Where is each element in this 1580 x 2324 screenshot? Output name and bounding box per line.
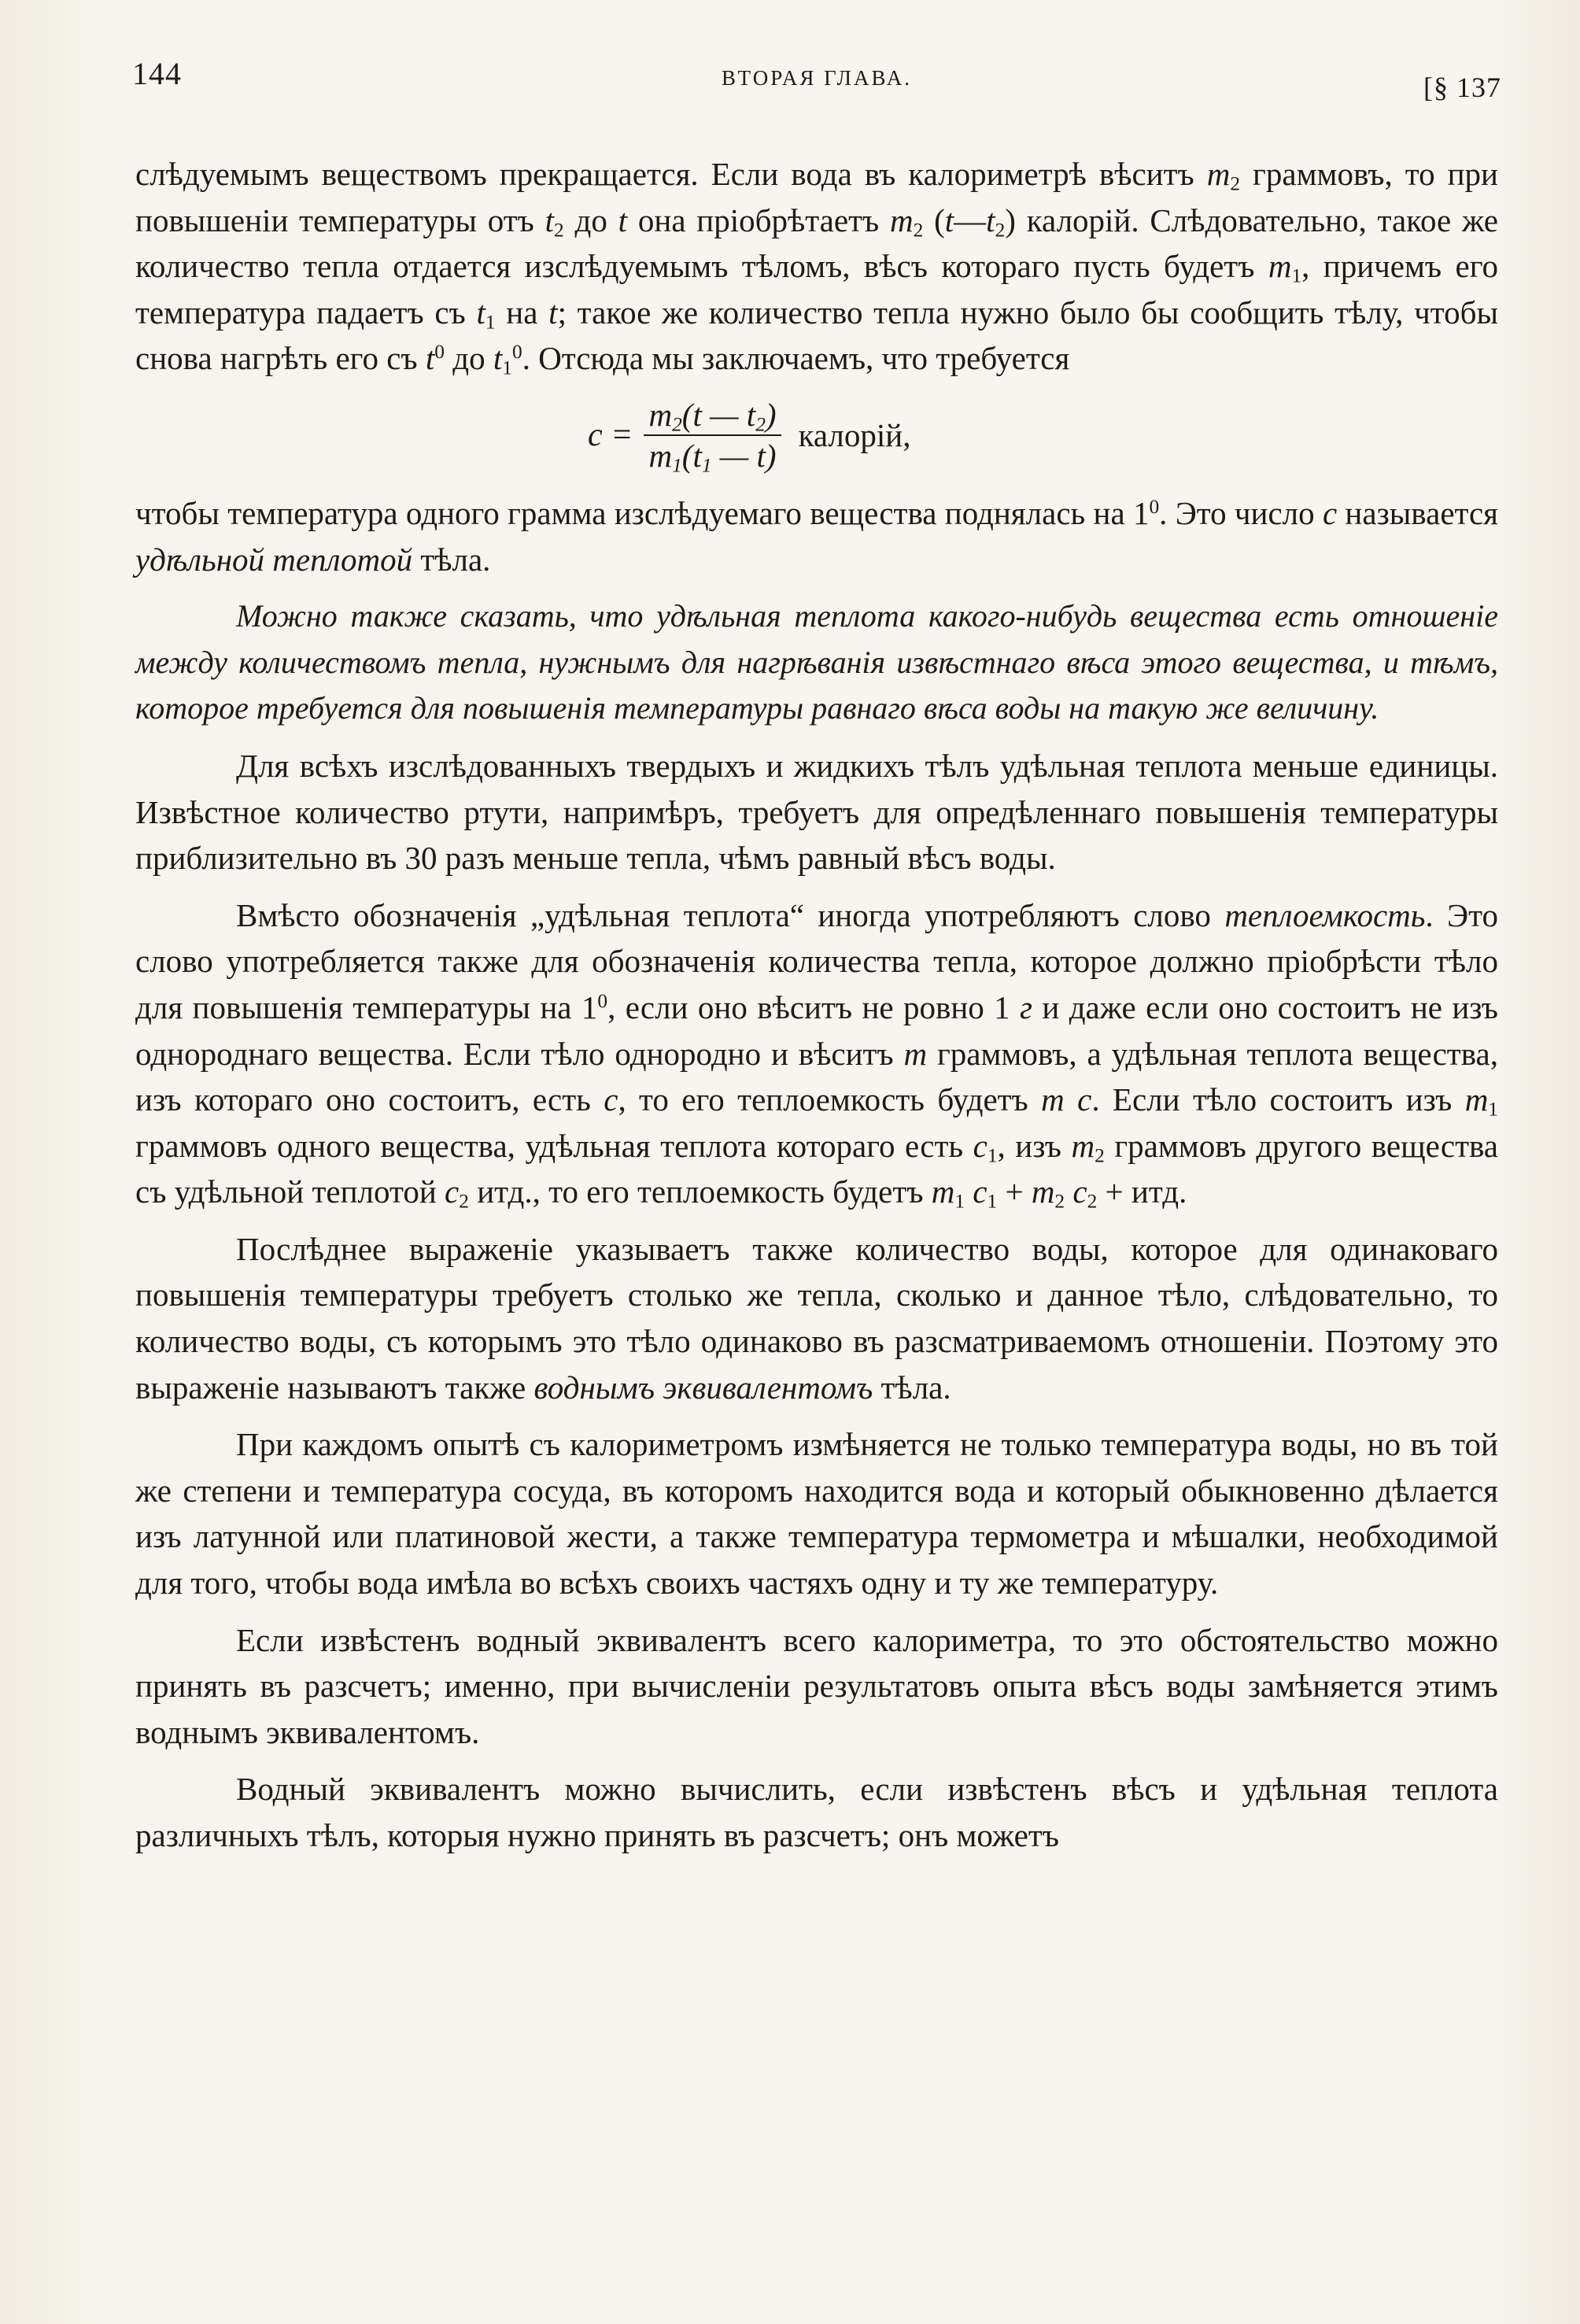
page-number: 144 <box>132 56 182 91</box>
formula-numerator: $m_2(t$ — $t_2$) <box>648 396 777 436</box>
section-reference: [§ 137 <box>1423 72 1501 103</box>
paragraph-calorimeter-heat: слѣдуемымъ веществомъ прекращается. Если вода въ калориметрѣ вѣситъ $m_2$ граммовъ, то при повышеніи температуры отъ $t_2$ до t она пріобрѣтаетъ $m_2$ $(t—t_2)$ калорій. Слѣдовательно, такое же количество тепла отдается изслѣдуемымъ тѣломъ, вѣсъ котораго пусть будетъ $m_1$, причемъ его температура падаетъ съ $t_1$ на t; такое же количество тепла нужно было бы сообщить тѣлу, чтобы снова нагрѣть его съ $t^0$ до $t_1^0$. Отсюда мы заключаемъ, что требуется <box>135 156 1499 379</box>
paragraph-vessel-temperature: При каждомъ опытѣ съ калориметромъ измѣняется не только температура воды, но въ той же степени и температура сосуда, въ которомъ находится вода и который обыкновенно дѣлается изъ латунной или платиновой жести, а также температура термометра и мѣшалки, необходимой для того, чтобы вода имѣла во всѣхъ своихъ частяхъ одну и ту же температуру. <box>135 1426 1498 1602</box>
body-text <box>135 151 1498 1870</box>
chapter-title: ВТОРАЯ ГЛАВА. <box>721 66 913 90</box>
paragraph-less-than-unity: Для всѣхъ изслѣдованныхъ твердыхъ и жидкихъ тѣлъ удѣльная теплота меньше единицы. Извѣстное количество ртути, напримѣръ, требуетъ для опредѣленнаго повышенія температуры приблизительно въ 30 разъ меньше тепла, чѣмъ равный вѣсъ воды. <box>135 747 1498 877</box>
formula-fraction <box>644 395 781 475</box>
formula-denominator: $m_1(t_1$ — t) <box>644 434 781 475</box>
term-water-equivalent: воднымъ эквивалентомъ <box>533 1369 873 1406</box>
term-specific-heat: удѣльной теплотой <box>135 541 413 578</box>
paragraph-water-equivalent: Послѣднее выраженіе указываетъ также количество воды, которое для одинаковаго повышенія температуры требуетъ столько же тепла, сколько и данное тѣло, слѣдовательно, то количество воды, съ которымъ это тѣло одинаково въ разсматриваемомъ отношеніи. Поэтому это выраженіе называютъ также воднымъ эквивалентомъ тѣла. <box>135 1230 1498 1406</box>
term-heat-capacity: теплоемкость <box>1224 896 1426 933</box>
paragraph-compute-equivalent: Водный эквивалентъ можно вычислить, если извѣстенъ вѣсъ и удѣльная теплота различныхъ тѣлъ, которыя нужно принять въ разсчетъ; онъ можетъ <box>135 1771 1498 1853</box>
specific-heat-formula <box>135 391 1498 479</box>
paragraph-calorimeter-equivalent: Если извѣстенъ водный эквивалентъ всего калориметра, то это обстоятельство можно принять въ разсчетъ; именно, при вычисленіи результатовъ опыта вѣсъ воды замѣняется этимъ воднымъ эквивалентомъ. <box>135 1621 1498 1750</box>
paragraph-heat-capacity: Вмѣсто обозначенія „удѣльная теплота“ иногда употребляютъ слово теплоемкость. Это слово употребляется также для обозначенія количества тепла, которое должно пріобрѣсти тѣло для повышенія температуры на $1^0$, если оно вѣситъ не ровно 1 г и даже если оно состоитъ не изъ однороднаго вещества. Если тѣло однородно и вѣситъ m граммовъ, а удѣльная теплота вещества, изъ котораго оно состоитъ, есть c, то его теплоемкость будетъ m c. Если тѣло состоитъ изъ $m_1$ граммовъ одного вещества, удѣльная теплота котораго есть $c_1$, изъ $m_2$ граммовъ другого вещества съ удѣльной теплотой $c_2$ итд., то его теплоемкость будетъ $m_1$ $c_1 + m_2$ $c_2$ + итд. <box>135 896 1499 1213</box>
paragraph-specific-heat-definition: чтобы температура одного грамма изслѣдуемаго вещества поднялась на $1^0$. Это число c называется удѣльной теплотой тѣла. <box>135 494 1498 578</box>
running-head <box>132 49 1501 103</box>
formula-unit: калорій, <box>798 416 911 453</box>
italic-definition-block: Можно также сказать, что удѣльная теплота какого-нибудь вещества есть отношеніе между количествомъ тепла, нужнымъ для нагрѣванія извѣстнаго вѣса этого вещества, и тѣмъ, которое требуется для повышенія температуры равнаго вѣса воды на такую же величину. <box>135 598 1498 726</box>
formula-lhs: c = <box>588 416 633 453</box>
